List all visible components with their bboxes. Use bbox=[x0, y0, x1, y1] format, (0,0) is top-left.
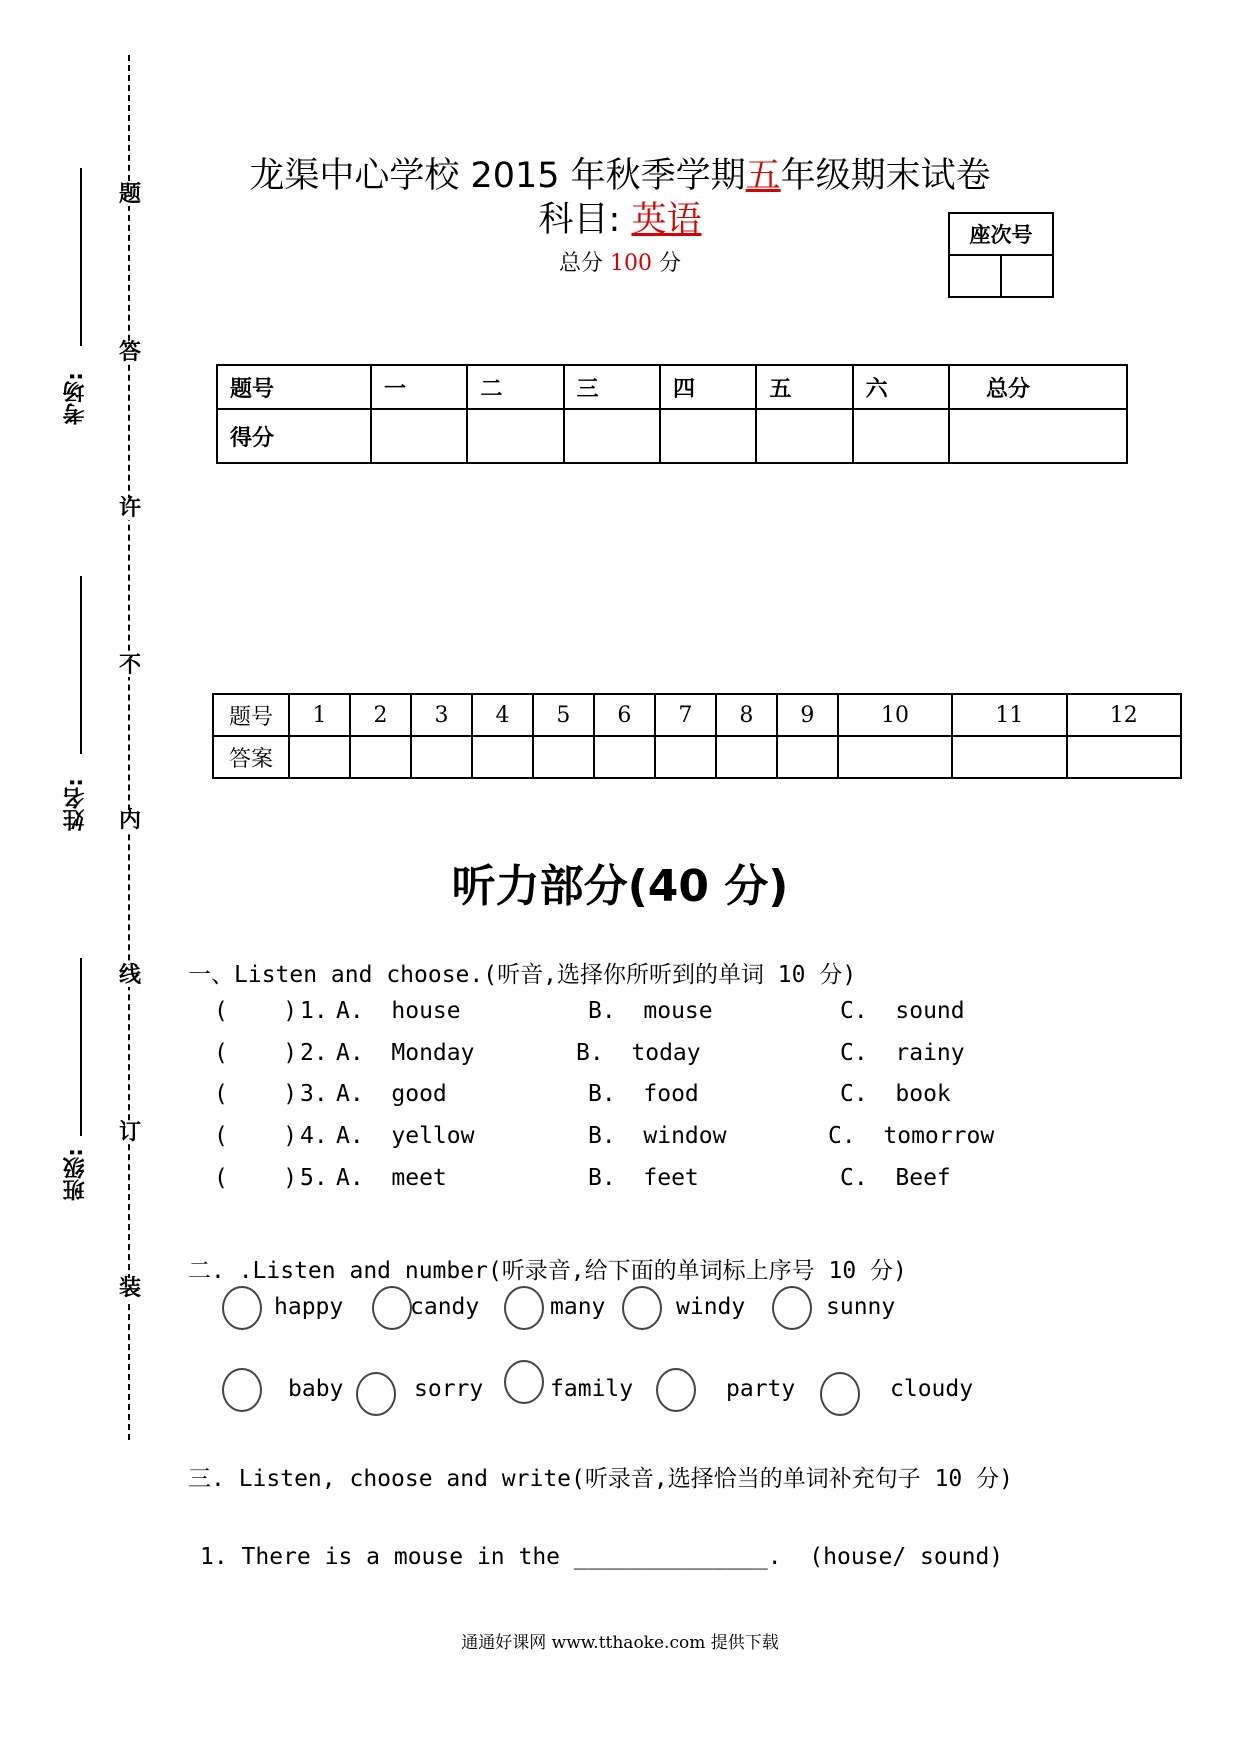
score-header: 六 bbox=[853, 365, 949, 409]
answer-cell[interactable] bbox=[411, 736, 472, 778]
score-header: 五 bbox=[756, 365, 852, 409]
answer-cell[interactable] bbox=[289, 736, 350, 778]
subject-line bbox=[0, 192, 1240, 242]
number-circle[interactable] bbox=[820, 1372, 860, 1416]
item-number: 1. bbox=[300, 998, 328, 1024]
answer-cell[interactable] bbox=[533, 736, 594, 778]
class-fill-line[interactable] bbox=[80, 958, 82, 1136]
answer-number: 6 bbox=[594, 694, 655, 736]
number-circle[interactable] bbox=[772, 1286, 812, 1330]
footer-source: 通通好课网 www.tthaoke.com 提供下载 bbox=[461, 1633, 779, 1653]
answer-number: 7 bbox=[655, 694, 716, 736]
word: party bbox=[726, 1376, 796, 1402]
answer-cell[interactable] bbox=[952, 736, 1066, 778]
number-circle[interactable] bbox=[504, 1286, 544, 1330]
answer-cell[interactable] bbox=[655, 736, 716, 778]
total-prefix: 总分 bbox=[558, 251, 603, 276]
score-header: 三 bbox=[564, 365, 660, 409]
word: family bbox=[550, 1376, 634, 1402]
answer-cell[interactable] bbox=[716, 736, 777, 778]
score-header: 四 bbox=[660, 365, 756, 409]
exam-room-label: 考场: bbox=[63, 372, 88, 425]
item-bracket[interactable]: ( ) bbox=[214, 998, 298, 1024]
title-suffix: 年级期末试卷 bbox=[780, 156, 991, 196]
part2-title: 二. .Listen and number(听录音,给下面的单词标上序号 10 分) bbox=[188, 1258, 907, 1284]
grade-value: 五 bbox=[745, 156, 781, 196]
score-header: 一 bbox=[371, 365, 467, 409]
binding-char: 题 bbox=[119, 182, 142, 207]
answer-cell[interactable] bbox=[472, 736, 533, 778]
answer-cell[interactable] bbox=[838, 736, 952, 778]
title-prefix: 龙渠中心学校 2015 年秋季学期 bbox=[249, 156, 746, 196]
option-b: B. food bbox=[588, 1081, 699, 1107]
word: candy bbox=[410, 1294, 480, 1320]
option-a: A. Monday bbox=[336, 1040, 475, 1066]
number-circle[interactable] bbox=[622, 1286, 662, 1330]
item-number: 3. bbox=[300, 1081, 328, 1107]
part1-title: 一、Listen and choose.(听音,选择你所听到的单词 10 分) bbox=[188, 962, 857, 988]
item-bracket[interactable]: ( ) bbox=[214, 1081, 298, 1107]
score-header: 题号 bbox=[217, 365, 371, 409]
word: windy bbox=[676, 1294, 746, 1320]
option-b: B. feet bbox=[588, 1165, 699, 1191]
total-suffix: 分 bbox=[659, 251, 682, 276]
option-c: C. rainy bbox=[840, 1040, 965, 1066]
item-number: 4. bbox=[300, 1123, 328, 1149]
name-fill-line[interactable] bbox=[80, 576, 82, 754]
score-table bbox=[216, 364, 1128, 464]
answer-number: 5 bbox=[533, 694, 594, 736]
option-b: B. today bbox=[576, 1040, 701, 1066]
seat-number-box bbox=[948, 212, 1054, 298]
part3-title: 三. Listen, choose and write(听录音,选择恰当的单词补充句子 10 分) bbox=[188, 1466, 1013, 1492]
option-c: C. sound bbox=[840, 998, 965, 1024]
item-number: 5. bbox=[300, 1165, 328, 1191]
word: baby bbox=[288, 1376, 344, 1402]
total-points: 100 bbox=[610, 251, 652, 276]
total-score-line bbox=[0, 246, 1240, 277]
class-label: 班级: bbox=[63, 1148, 88, 1201]
option-a: A. good bbox=[336, 1081, 447, 1107]
seat-number-label: 座次号 bbox=[949, 213, 1053, 255]
answer-number: 4 bbox=[472, 694, 533, 736]
answer-number: 12 bbox=[1067, 694, 1181, 736]
answer-cell[interactable] bbox=[1067, 736, 1181, 778]
binding-char: 许 bbox=[119, 496, 142, 521]
listening-section-title: 听力部分(40 分) bbox=[451, 861, 789, 912]
option-a: A. meet bbox=[336, 1165, 447, 1191]
number-circle[interactable] bbox=[372, 1286, 412, 1330]
seat-number-cell[interactable] bbox=[1001, 255, 1053, 297]
binding-char: 订 bbox=[119, 1120, 142, 1145]
option-c: C. tomorrow bbox=[828, 1123, 995, 1149]
answer-cell[interactable] bbox=[350, 736, 411, 778]
option-a: A. house bbox=[336, 998, 461, 1024]
answer-number: 10 bbox=[838, 694, 952, 736]
answer-number: 11 bbox=[952, 694, 1066, 736]
subject-label: 科目: bbox=[538, 200, 621, 240]
score-cell[interactable] bbox=[853, 409, 949, 463]
number-circle[interactable] bbox=[222, 1286, 262, 1330]
item-number: 2. bbox=[300, 1040, 328, 1066]
answer-cell[interactable] bbox=[777, 736, 838, 778]
item-bracket[interactable]: ( ) bbox=[214, 1123, 298, 1149]
answer-number: 1 bbox=[289, 694, 350, 736]
option-b: B. mouse bbox=[588, 998, 713, 1024]
score-cell[interactable] bbox=[371, 409, 467, 463]
answer-number: 2 bbox=[350, 694, 411, 736]
part3-sentence: 1. There is a mouse in the ______________. (house/ sound) bbox=[200, 1544, 1004, 1570]
number-circle[interactable] bbox=[356, 1372, 396, 1416]
word: many bbox=[550, 1294, 606, 1320]
word: happy bbox=[274, 1294, 344, 1320]
binding-char: 答 bbox=[119, 340, 142, 365]
score-header: 总分 bbox=[949, 365, 1127, 409]
word: sorry bbox=[414, 1376, 484, 1402]
answer-table bbox=[212, 693, 1182, 779]
binding-char: 内 bbox=[119, 808, 142, 833]
option-a: A. yellow bbox=[336, 1123, 475, 1149]
answer-number: 3 bbox=[411, 694, 472, 736]
answer-cell[interactable] bbox=[594, 736, 655, 778]
answer-number: 8 bbox=[716, 694, 777, 736]
number-circle[interactable] bbox=[504, 1360, 544, 1404]
subject-value: 英语 bbox=[631, 200, 702, 240]
score-cell[interactable] bbox=[949, 409, 1127, 463]
binding-char: 装 bbox=[119, 1276, 142, 1301]
name-label: 姓名: bbox=[63, 778, 88, 831]
score-cell[interactable] bbox=[467, 409, 563, 463]
binding-char: 线 bbox=[119, 963, 142, 988]
option-c: C. book bbox=[840, 1081, 951, 1107]
item-bracket[interactable]: ( ) bbox=[214, 1040, 298, 1066]
score-row-label: 得分 bbox=[217, 409, 371, 463]
answer-number: 9 bbox=[777, 694, 838, 736]
option-b: B. window bbox=[588, 1123, 727, 1149]
score-cell[interactable] bbox=[660, 409, 756, 463]
seat-number-cell[interactable] bbox=[949, 255, 1001, 297]
answer-row-label: 答案 bbox=[213, 736, 289, 778]
number-circle[interactable] bbox=[656, 1368, 696, 1412]
binding-char: 不 bbox=[119, 653, 142, 678]
score-header: 二 bbox=[467, 365, 563, 409]
number-circle[interactable] bbox=[222, 1368, 262, 1412]
score-cell[interactable] bbox=[756, 409, 852, 463]
answer-header-label: 题号 bbox=[213, 694, 289, 736]
word: cloudy bbox=[890, 1376, 974, 1402]
option-c: C. Beef bbox=[840, 1165, 951, 1191]
score-cell[interactable] bbox=[564, 409, 660, 463]
item-bracket[interactable]: ( ) bbox=[214, 1165, 298, 1191]
exam-title bbox=[0, 148, 1240, 198]
word: sunny bbox=[826, 1294, 896, 1320]
